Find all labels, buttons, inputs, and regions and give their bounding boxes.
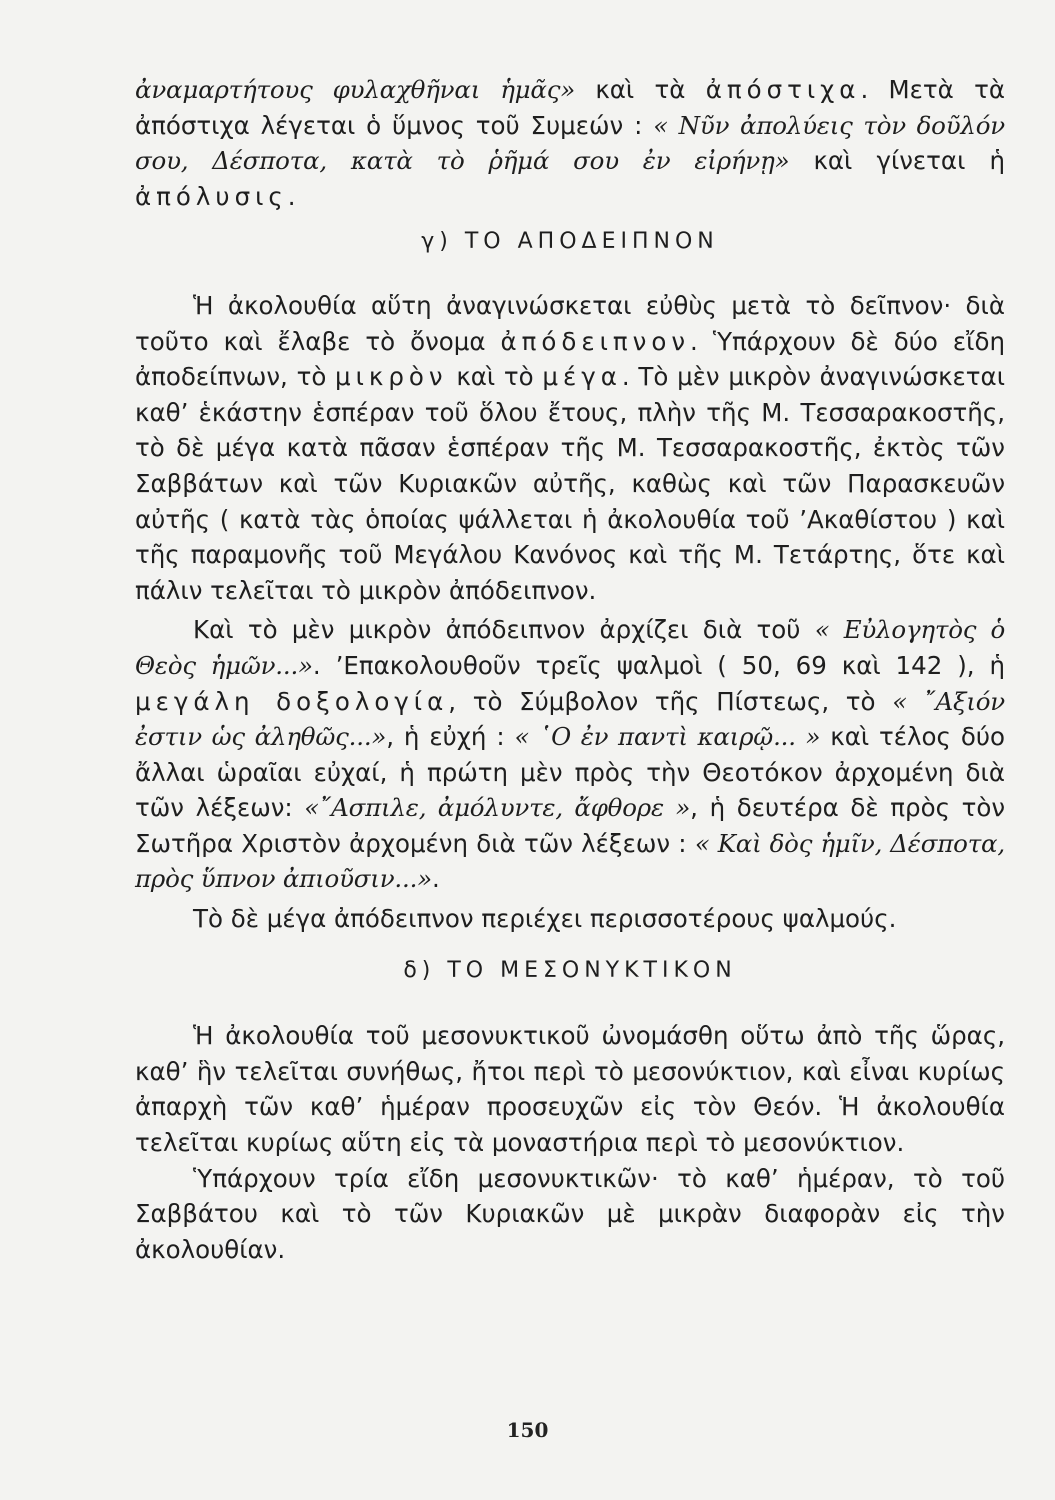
text-run: . bbox=[431, 864, 440, 894]
text-run: , ἡ δευτέρα δὲ πρὸς τὸν Σωτῆρα Χριστὸν ἀρχομένη διὰ τῶν λέξεων : bbox=[135, 793, 1005, 858]
section-heading-apodeipnon: γ) ΤΟ ΑΠΟΔΕΙΠΝΟΝ bbox=[421, 229, 719, 255]
section-heading-mesonyktikon: δ) ΤΟ ΜΕΣΟΝΥΚΤΙΚΟΝ bbox=[403, 957, 737, 983]
spaced-term: μικρὸν bbox=[335, 362, 448, 392]
text-run: καὶ γίνεται ἡ bbox=[789, 146, 1005, 176]
paragraph-mega-apodeipnon: Τὸ δὲ μέγα ἀπόδειπνον περιέχει περισσοτέρους ψαλμούς. bbox=[193, 904, 897, 934]
spaced-term: μέγα bbox=[542, 362, 622, 392]
text-run: καὶ τὸ bbox=[447, 362, 543, 392]
text-run: . Μετὰ τὰ ἀπόστιχα λέγεται ὁ ὕμνος τοῦ Συμεών : bbox=[135, 75, 1005, 140]
italic-quote: « Εὐλογητὸς ὁ Θεὸς ἡμῶν...» bbox=[135, 615, 1005, 680]
spaced-term: μεγάλη δοξολογία bbox=[135, 686, 449, 716]
text-run: . bbox=[287, 181, 296, 211]
spaced-term: ἀπόστιχα bbox=[705, 75, 861, 104]
spaced-term: ἀπόδειπνον bbox=[500, 326, 691, 356]
italic-quote: ἀναμαρτήτους φυλαχθῆναι ἡμᾶς» bbox=[135, 75, 576, 104]
text-run: , τὸ Σύμβολον τῆς Πίστεως, τὸ bbox=[448, 686, 893, 716]
italic-quote: «῎Ασπιλε, ἀμόλυντε, ἄφθορε » bbox=[304, 793, 691, 823]
spacer bbox=[135, 274, 1005, 288]
italic-quote: « Καὶ δὸς ἡμῖν, Δέσποτα, πρὸς ὕπνον ἀπιοῦσιν...» bbox=[135, 828, 1005, 894]
page-body bbox=[135, 72, 1005, 1267]
text-run: καὶ τέλος δύο ἄλλαι ὡραῖαι εὐχαί, ἡ πρώτη μὲν πρὸς τὴν Θεοτόκον ἀρχομένη διὰ τῶν λέξεων: bbox=[135, 722, 1005, 823]
paragraph-mikron-apodeipnon bbox=[135, 612, 1005, 897]
spacer bbox=[135, 1004, 1005, 1018]
text-run: . ’Επακολουθοῦν τρεῖς ψαλμοὶ ( 50, 69 καὶ 142 ), ἡ bbox=[312, 650, 1006, 680]
paragraph-mesonyktikon: Ἡ ἀκολουθία τοῦ μεσονυκτικοῦ ὠνομάσθη οὕτω ἀπὸ τῆς ὥρας, καθ’ ἣν τελεῖται συνήθως, ἤτοι περὶ τὸ μεσονύκτιον, καὶ εἶναι κυρίως ἀπαρχὴ τῶν καθ’ ἡμέραν προσευχῶν εἰς τὸν Θεόν. Ἡ ἀκολουθία τελεῖται κυρίως αὕτη εἰς τὰ μοναστήρια περὶ τὸ μεσονύκτιον. bbox=[135, 1021, 1005, 1158]
text-run: Καὶ τὸ μὲν μικρὸν ἀπόδειπνον ἀρχίζει διὰ τοῦ bbox=[193, 615, 815, 645]
italic-quote: « ῾Ο ἐν παντὶ καιρῷ... » bbox=[514, 722, 821, 752]
text-run: , ἡ εὐχή : bbox=[386, 722, 515, 752]
page-number: 150 bbox=[506, 1418, 549, 1442]
spaced-term: ἀπόλυσις bbox=[135, 181, 288, 211]
text-run: . Ὑπάρχουν δὲ δύο εἴδη ἀποδείπνων, τὸ bbox=[135, 326, 1005, 392]
text-run: καὶ τὰ bbox=[575, 75, 706, 104]
paragraph-aposticha bbox=[135, 72, 1005, 214]
italic-quote: « Νῦν ἀπολύεις τὸν δοῦλόν σου, Δέσποτα, κατὰ τὸ ῥῆμά σου ἐν εἰρήνῃ» bbox=[135, 110, 1005, 176]
text-run: . Τὸ μὲν μικρὸν ἀναγινώσκεται καθ’ ἑκάστην ἑσπέραν τοῦ ὅλου ἔτους, πλὴν τῆς Μ. Τεσσαρακοστῆς, τὸ δὲ μέγα κατὰ πᾶσαν ἑσπέραν τῆς Μ. Τεσσαρακοστῆς, ἐκτὸς τῶν Σαββάτων καὶ τῶν Κυριακῶν αὐτῆς, καθὼς καὶ τῶν Παρασκευῶν αὐτῆς ( κατὰ τὰς ὁποίας ψάλλεται ἡ ἀκολουθία τοῦ ’Ακαθίστου ) καὶ τῆς παραμονῆς τοῦ Μεγάλου Κανόνος καὶ τῆς Μ. Τετάρτης, ὅτε καὶ πάλιν τελεῖται τὸ μικρὸν ἀπόδειπνον. bbox=[135, 362, 1005, 605]
paragraph-mesonyktikon-types: Ὑπάρχουν τρία εἴδη μεσονυκτικῶν· τὸ καθ’ ἡμέραν, τὸ τοῦ Σαββάτου καὶ τὸ τῶν Κυριακῶν μὲ μικρὰν διαφορὰν εἰς τὴν ἀκολουθίαν. bbox=[135, 1163, 1005, 1264]
paragraph-apodeipnon bbox=[135, 288, 1005, 608]
text-run: Ἡ ἀκολουθία αὕτη ἀναγινώσκεται εὐθὺς μετὰ τὸ δεῖπνον· διὰ τοῦτο καὶ ἔλαβε τὸ ὄνομα bbox=[135, 290, 1005, 356]
italic-quote: « ῎Αξιόν ἐστιν ὡς ἀληθῶς...» bbox=[135, 686, 1005, 752]
